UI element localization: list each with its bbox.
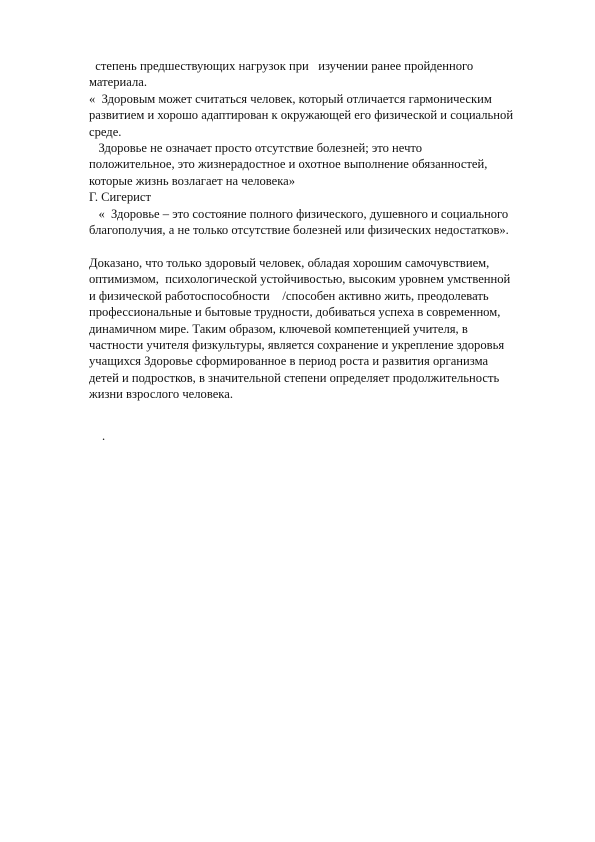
text-line: Здоровье не означает просто отсутствие болезней; это нечто bbox=[89, 140, 423, 155]
text-line: среде. bbox=[89, 124, 122, 139]
text-line: развитием и хорошо адаптирован к окружающей его физической и социальной bbox=[89, 108, 514, 123]
stray-dot-mark: . bbox=[102, 429, 106, 443]
text-line: благополучия, а не только отсутствие болезней или физических недостатков». bbox=[89, 222, 509, 237]
text-line: степень предшествующих нагрузок при изучении ранее пройденного bbox=[89, 59, 474, 73]
main-paragraph bbox=[89, 255, 559, 403]
text-line: материала. bbox=[89, 75, 147, 90]
text-line: жизни взрослого человека. bbox=[89, 387, 233, 402]
text-line: положительное, это жизнерадостное и охотное выполнение обязанностей, bbox=[89, 157, 488, 172]
text-line: Доказано, что только здоровый человек, обладая хорошим самочувствием, bbox=[89, 256, 490, 270]
text-line: « Здоровым может считаться человек, который отличается гармоническим bbox=[89, 91, 492, 106]
text-line: и физической работоспособности /способен активно жить, преодолевать bbox=[89, 288, 489, 303]
text-line: « Здоровье – это состояние полного физического, душевного и социального bbox=[89, 206, 509, 221]
text-line: оптимизмом, психологической устойчивостью, высоким уровнем умственной bbox=[89, 272, 511, 287]
text-line: которые жизнь возлагает на человека» bbox=[89, 173, 296, 188]
text-line: учащихся Здоровье сформированное в период роста и развития организма bbox=[89, 354, 489, 369]
text-line: профессиональные и бытовые трудности, добиваться успеха в современном, bbox=[89, 305, 501, 320]
quote-author: Г. Сигерист bbox=[89, 190, 152, 205]
text-line: частности учителя физкультуры, является сохранение и укрепление здоровья bbox=[89, 337, 505, 352]
text-line: динамичном мире. Таким образом, ключевой компетенцией учителя, в bbox=[89, 321, 468, 336]
text-line: детей и подростков, в значительной степени определяет продолжительность bbox=[89, 370, 500, 385]
quotes-section bbox=[89, 58, 559, 238]
